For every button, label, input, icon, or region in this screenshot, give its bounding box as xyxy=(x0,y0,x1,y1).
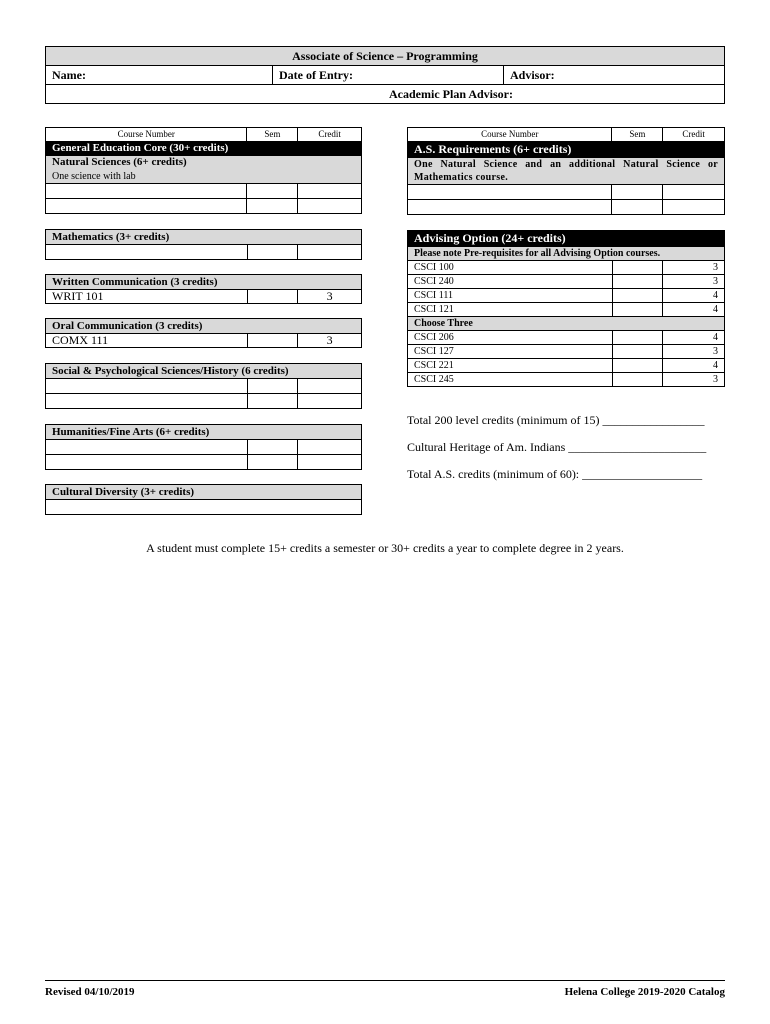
table-row[interactable] xyxy=(408,261,725,275)
table-row[interactable] xyxy=(46,379,362,394)
humanities-heading: Humanities/Fine Arts (6+ credits) xyxy=(46,425,362,440)
table-row[interactable] xyxy=(46,394,362,409)
page-footer xyxy=(45,980,725,998)
course-credit: 3 xyxy=(663,261,725,275)
course-number: CSCI 127 xyxy=(408,345,613,359)
col-sem: Sem xyxy=(247,128,298,142)
as-requirements-note: One Natural Science and an additional Natural Science or Mathematics course. xyxy=(408,158,725,185)
written-course: WRIT 101 xyxy=(46,290,248,304)
humanities-table xyxy=(45,424,362,470)
course-credit: 4 xyxy=(663,303,725,317)
oral-communication-heading: Oral Communication (3 credits) xyxy=(46,319,362,334)
written-communication-table xyxy=(45,274,362,304)
total-as-credits-line[interactable]: Total A.S. credits (minimum of 60): ____________________ xyxy=(407,467,703,481)
academic-plan-advisor-field[interactable]: Academic Plan Advisor: xyxy=(46,85,725,104)
table-row[interactable] xyxy=(46,500,362,515)
choose-three-heading: Choose Three xyxy=(408,317,725,331)
cultural-diversity-heading: Cultural Diversity (3+ credits) xyxy=(46,485,362,500)
course-number: CSCI 240 xyxy=(408,275,613,289)
name-field[interactable]: Name: xyxy=(46,66,273,85)
advisor-field[interactable]: Advisor: xyxy=(504,66,725,85)
total-200-level-line[interactable]: Total 200 level credits (minimum of 15) _________________ xyxy=(407,413,705,427)
course-credit: 3 xyxy=(663,345,725,359)
as-requirements-heading: A.S. Requirements (6+ credits) xyxy=(408,142,725,158)
table-row[interactable] xyxy=(46,440,362,455)
social-sciences-table xyxy=(45,363,362,409)
table-row[interactable] xyxy=(408,359,725,373)
advising-option-table xyxy=(407,230,725,387)
mathematics-table xyxy=(45,229,362,260)
course-credit: 4 xyxy=(663,359,725,373)
oral-credit: 3 xyxy=(298,334,362,348)
advising-option-note: Please note Pre-requisites for all Advising Option courses. xyxy=(408,247,725,261)
table-row[interactable] xyxy=(408,289,725,303)
table-row[interactable] xyxy=(46,334,362,348)
table-row[interactable] xyxy=(46,199,362,214)
completion-note: A student must complete 15+ credits a semester or 30+ credits a year to complete degree in 2 years. xyxy=(146,541,624,555)
table-row[interactable] xyxy=(408,303,725,317)
course-number: CSCI 100 xyxy=(408,261,613,275)
course-number: CSCI 245 xyxy=(408,373,613,387)
natural-sciences-note: One science with lab xyxy=(46,169,362,184)
gen-ed-core-heading: General Education Core (30+ credits) xyxy=(46,142,362,156)
oral-course: COMX 111 xyxy=(46,334,248,348)
course-number: CSCI 221 xyxy=(408,359,613,373)
table-row[interactable] xyxy=(408,331,725,345)
cultural-heritage-line[interactable]: Cultural Heritage of Am. Indians _______________________ xyxy=(407,440,707,454)
course-credit: 3 xyxy=(663,373,725,387)
table-row[interactable] xyxy=(46,455,362,470)
totals-section xyxy=(407,413,725,494)
written-credit: 3 xyxy=(298,290,362,304)
program-header-table xyxy=(45,46,725,104)
date-of-entry-field[interactable]: Date of Entry: xyxy=(273,66,504,85)
revised-date: Revised 04/10/2019 xyxy=(45,986,135,998)
table-row[interactable] xyxy=(46,290,362,304)
col-credit: Credit xyxy=(663,128,725,142)
written-communication-heading: Written Communication (3 credits) xyxy=(46,275,362,290)
col-course-number: Course Number xyxy=(46,128,247,142)
course-credit: 3 xyxy=(663,275,725,289)
oral-communication-table xyxy=(45,318,362,348)
col-course-number: Course Number xyxy=(408,128,612,142)
program-title: Associate of Science – Programming xyxy=(46,47,725,66)
table-row[interactable] xyxy=(408,345,725,359)
col-sem: Sem xyxy=(612,128,663,142)
course-number: CSCI 121 xyxy=(408,303,613,317)
table-row[interactable] xyxy=(408,200,725,215)
as-requirements-table xyxy=(407,127,725,215)
course-credit: 4 xyxy=(663,289,725,303)
catalog-name: Helena College 2019-2020 Catalog xyxy=(564,986,725,998)
col-credit: Credit xyxy=(298,128,362,142)
cultural-diversity-table xyxy=(45,484,362,515)
course-number: CSCI 111 xyxy=(408,289,613,303)
course-credit: 4 xyxy=(663,331,725,345)
table-row[interactable] xyxy=(46,184,362,199)
mathematics-heading: Mathematics (3+ credits) xyxy=(46,230,362,245)
advising-option-heading: Advising Option (24+ credits) xyxy=(408,231,725,247)
natural-sciences-heading: Natural Sciences (6+ credits) xyxy=(52,156,187,168)
course-number: CSCI 206 xyxy=(408,331,613,345)
table-row[interactable] xyxy=(408,185,725,200)
table-row[interactable] xyxy=(46,245,362,260)
social-sciences-heading: Social & Psychological Sciences/History (6 credits) xyxy=(46,364,362,379)
table-row[interactable] xyxy=(408,373,725,387)
table-row[interactable] xyxy=(408,275,725,289)
gen-ed-natural-sciences-table xyxy=(45,127,362,214)
